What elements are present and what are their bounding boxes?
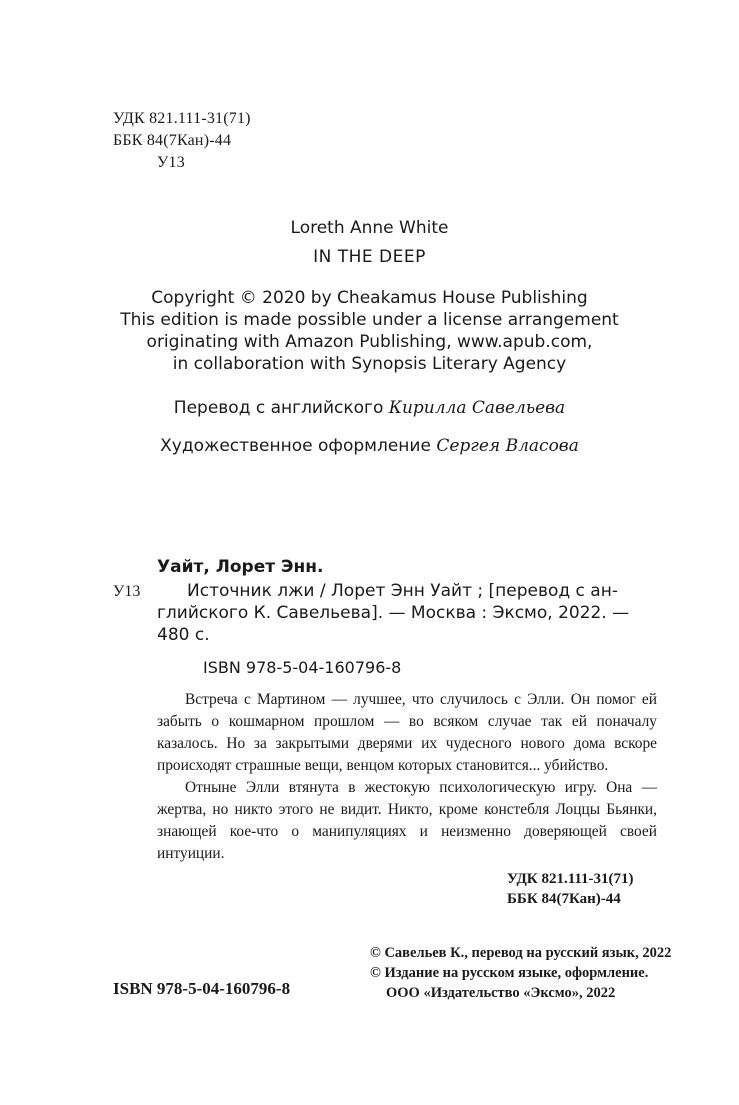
copyright-line-4: in collaboration with Synopsis Literary Agency [172, 354, 567, 374]
copyright-line-2: This edition is made possible under a license arrangement [120, 310, 619, 330]
translation-credit [0, 397, 739, 419]
copyright-edition: © Издание на русском языке, оформление. [370, 965, 649, 981]
bbk-bottom: ББК 84(7Кан)-44 [507, 891, 621, 907]
author-code-top: У13 [157, 154, 185, 171]
copyright-publisher: ООО «Издательство «Эксмо», 2022 [386, 985, 616, 1001]
udk-bottom: УДК 821.111-31(71) [507, 871, 634, 887]
copyright-line-3: originating with Amazon Publishing, www.apub.com, [146, 332, 593, 352]
designer-name: Сергея Власова [436, 436, 579, 456]
annotation-paragraph-2: Отныне Элли втянута в жестокую психологическую игру. Она — жертва, но никто этого не видит. Никто, кроме констебля Лоццы Бьянки, знающей кое-что о манипуляциях и неизменно доверяющей своей интуиции. [157, 779, 657, 862]
bib-line-3: 480 с. [157, 625, 210, 645]
translator-name: Кирилла Савельева [388, 398, 566, 418]
bib-isbn: ISBN 978-5-04-160796-8 [203, 658, 402, 677]
bbk-top: ББК 84(7Кан)-44 [113, 132, 232, 149]
bib-line-1: Источник лжи / Лорет Энн Уайт ; [перевод с ан- [187, 581, 618, 601]
annotation-paragraph-1: Встреча с Мартином — лучшее, что случилось с Элли. Он помог ей забыть о кошмарном прошлом — во всяком случае так ей поначалу казалось. Но за закрытыми дверями их чудесного нового дома вскоре происходят страшные вещи, венцом которых становится... убийство. [157, 691, 657, 774]
udk-top: УДК 821.111-31(71) [113, 110, 251, 127]
original-title: IN THE DEEP [313, 247, 426, 267]
copyright-translation: © Савельев К., перевод на русский язык, 2022 [370, 945, 672, 961]
original-author: Loreth Anne White [290, 218, 449, 238]
annotation [157, 689, 657, 865]
design-prefix: Художественное оформление [160, 436, 431, 456]
isbn-bottom: ISBN 978-5-04-160796-8 [113, 979, 291, 998]
translation-prefix: Перевод с английского [173, 398, 384, 418]
bib-author-heading: Уайт, Лорет Энн. [157, 557, 324, 577]
copyright-line-1: Copyright © 2020 by Cheakamus House Publishing [151, 288, 588, 308]
bib-code: У13 [113, 583, 141, 600]
bib-line-2: глийского К. Савельева]. — Москва : Эксмо, 2022. — [157, 603, 630, 623]
design-credit [0, 435, 739, 457]
